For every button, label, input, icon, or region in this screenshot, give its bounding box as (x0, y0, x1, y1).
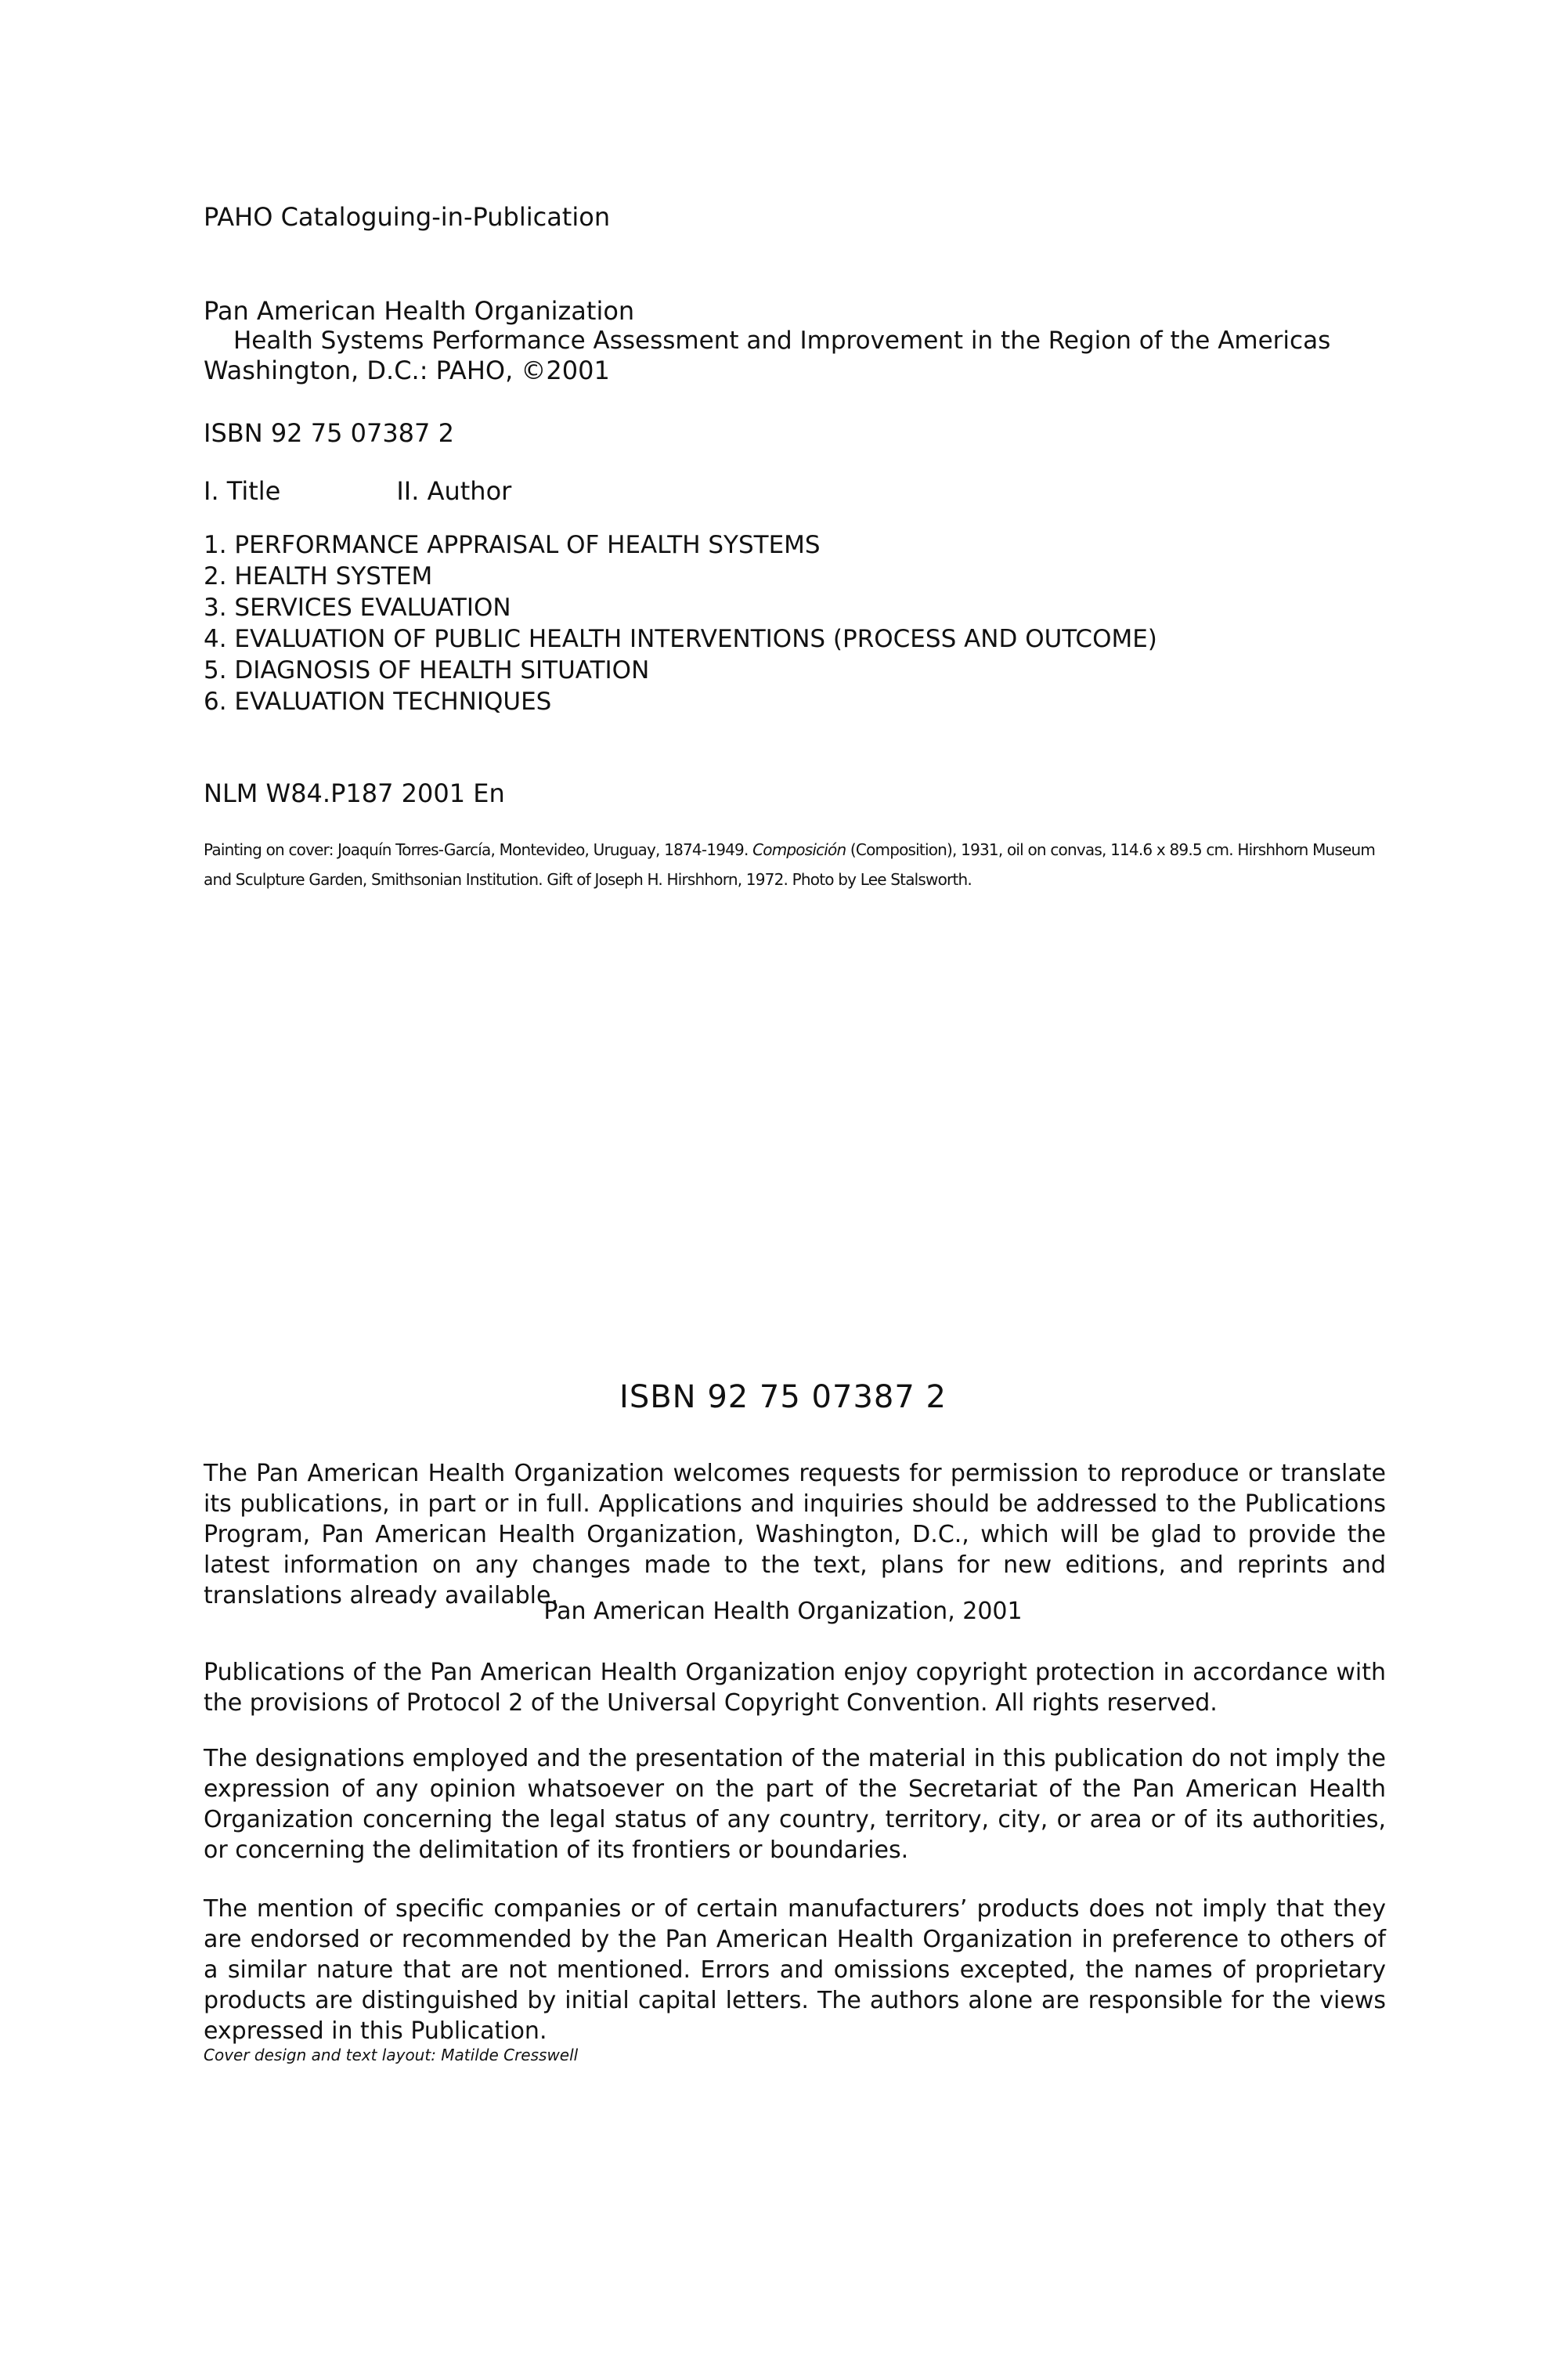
painting-credit (204, 835, 1394, 894)
subject-heading: 6. EVALUATION TECHNIQUES (204, 688, 552, 716)
publication-title: Health Systems Performance Assessment and Improvement in the Region of the Americas (233, 327, 1331, 355)
subject-heading: 5. DIAGNOSIS OF HEALTH SITUATION (204, 656, 650, 684)
cip-header: PAHO Cataloguing-in-Publication (204, 202, 611, 232)
designations-paragraph: The designations employed and the presentation of the material in this publication do not imply the expression of any opinion whatsoever on the part of the Secretariat of the Pan American Health Organization concerning the legal status of any country, territory, city, or area or of its authorities, or concerning the delimitation of its frontiers or boundaries. (204, 1745, 1386, 1864)
cover-design-credit: Cover design and text layout: Matilde Cresswell (204, 2046, 579, 2064)
copyright-line: Pan American Health Organization, 2001 (543, 1598, 1023, 1625)
painting-credit-details: (Composition), 1931, oil on convas, 114.6 x 89.5 cm. Hirshhorn Museum and Sculpture Garden, Smithsonian Institution. Gift of Joseph H. Hirshhorn, 1972. Photo by Lee Stalsworth. (204, 840, 1376, 889)
permissions-paragraph: The Pan American Health Organization welcomes requests for permission to reproduce or translate its publications, in part or in full. Applications and inquiries should be addressed to the Publications Program, Pan American Health Organization, Washington, D.C., which will be glad to provide the latest information on any changes made to the text, plans for new editions, and reprints and translations already available. (204, 1460, 1386, 1609)
corporate-author: Pan American Health Organization (204, 296, 635, 326)
painting-credit-lead: Painting on cover: Joaquín Torres-García, Montevideo, Uruguay, 1874-1949. (204, 840, 753, 859)
cip-isbn: ISBN 92 75 07387 2 (204, 418, 454, 448)
added-entry-author: II. Author (396, 476, 512, 506)
subject-headings-list (204, 529, 1157, 717)
publication-imprint: Washington, D.C.: PAHO, ©2001 (204, 356, 610, 385)
painting-title: Composición (752, 840, 846, 859)
subject-heading: 3. SERVICES EVALUATION (204, 594, 511, 622)
nlm-classification: NLM W84.P187 2001 En (204, 778, 505, 808)
products-paragraph: The mention of specific companies or of certain manufacturers’ products does not imply that they are endorsed or recommended by the Pan American Health Organization in preference to others of a similar nature that are not mentioned. Errors and omissions excepted, the names of proprietary products are distinguished by initial capital letters. The authors alone are responsible for the views expressed in this Publication. (204, 1895, 1386, 2045)
subject-heading: 1. PERFORMANCE APPRAISAL OF HEALTH SYSTEMS (204, 531, 821, 559)
subject-heading: 4. EVALUATION OF PUBLIC HEALTH INTERVENTIONS (PROCESS AND OUTCOME) (204, 625, 1157, 653)
added-entry-title: I. Title (204, 476, 281, 506)
added-entries (204, 476, 511, 506)
subject-heading: 2. HEALTH SYSTEM (204, 562, 433, 590)
copyright-paragraph: Publications of the Pan American Health Organization enjoy copyright protection in accordance with the provisions of Protocol 2 of the Universal Copyright Convention. All rights reserved. (204, 1659, 1386, 1717)
isbn-display: ISBN 92 75 07387 2 (619, 1379, 947, 1415)
